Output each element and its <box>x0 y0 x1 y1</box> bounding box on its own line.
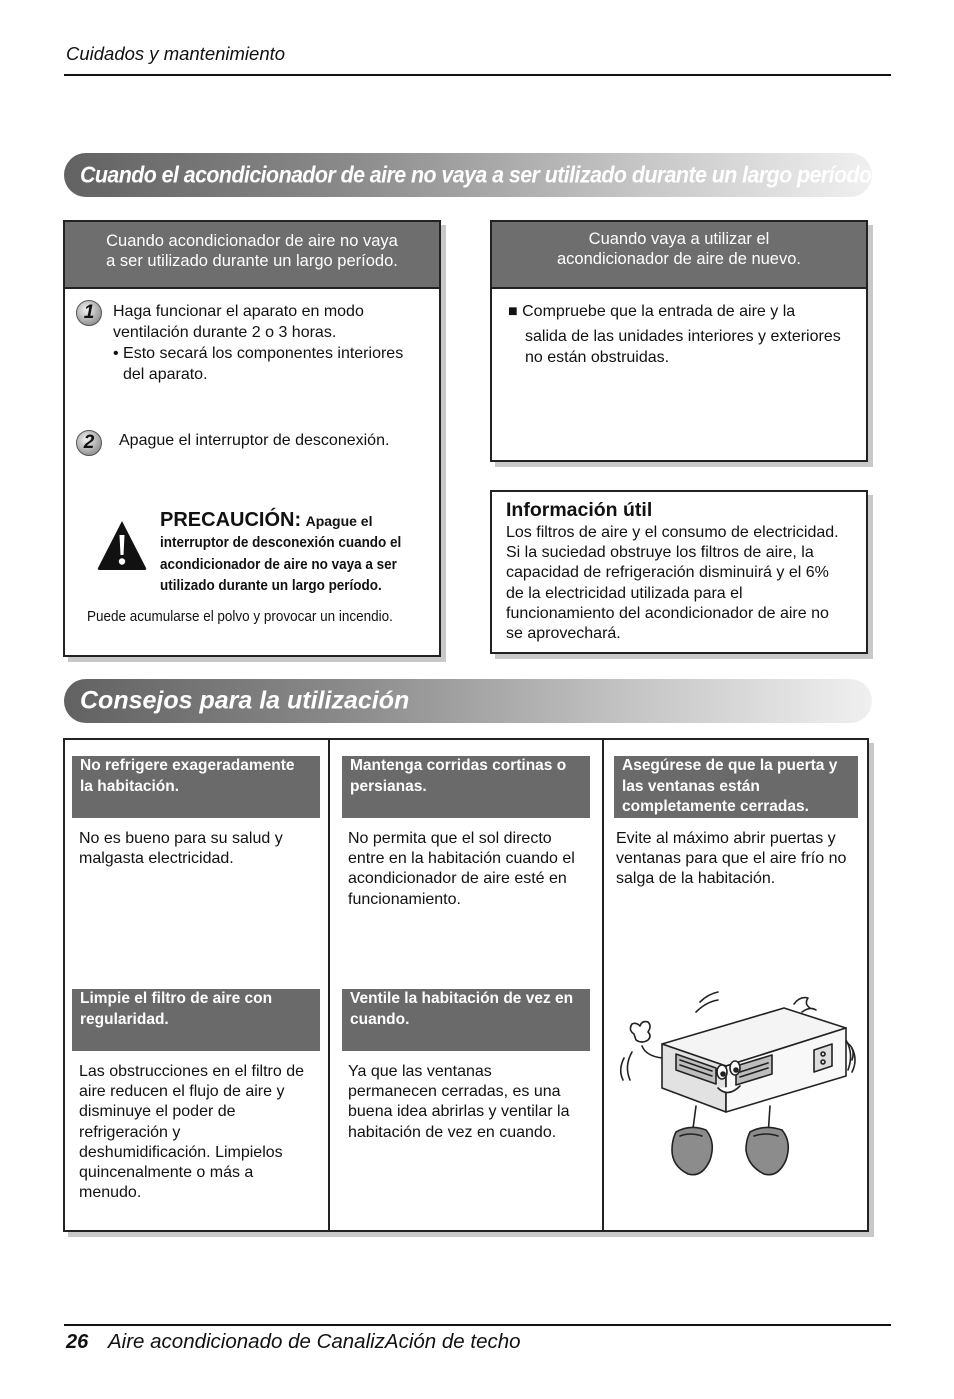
step-1-line2: ventilación durante 2 o 3 horas. <box>113 324 337 341</box>
tip-3-body-line: Evite al máximo abrir puertas y <box>616 830 836 847</box>
step-2-badge: 2 <box>76 430 102 456</box>
tip-3-heading-line: completamente cerradas. <box>622 798 809 815</box>
tip-4-body-line: refrigeración y <box>79 1123 181 1141</box>
step-1-line3: • Esto secará los componentes interiores <box>113 345 404 362</box>
tip-2-body-line: No permita que el sol directo <box>348 830 552 847</box>
tip-1-heading <box>72 756 320 818</box>
header-rule <box>64 74 891 76</box>
banner-tips-text: Consejos para la utilización <box>80 686 410 715</box>
tip-5-body-line: Ya que las ventanas <box>348 1063 492 1080</box>
tip-2-heading-line: Mantenga corridas cortinas o <box>350 757 567 774</box>
useful-info-line: Los filtros de aire y el consumo de electricidad. <box>506 524 839 541</box>
tips-divider-2 <box>602 740 604 1230</box>
tip-2-body <box>348 829 575 910</box>
tip-1-body-line: No es bueno para su salud y <box>79 830 283 847</box>
section-header-title: Cuidados y mantenimiento <box>66 43 286 64</box>
tip-2-body-line: acondicionador de aire esté en <box>348 870 567 888</box>
right-box-heading <box>492 222 866 289</box>
left-box-heading <box>65 222 439 289</box>
tip-3-body <box>616 829 846 890</box>
tip-1-heading-line: No refrigere exageradamente <box>80 757 295 774</box>
tip-5-body-line: permanecen cerradas, es una <box>348 1083 561 1101</box>
tip-4-heading-line: Limpie el filtro de aire con <box>80 990 273 1007</box>
right-info-box <box>490 220 868 462</box>
tip-2-body-line: entre en la habitación cuando el <box>348 850 575 868</box>
footer-rule <box>64 1324 891 1326</box>
caution-line3: acondicionador de aire no vaya a ser <box>160 556 397 573</box>
caution-inline-text: Apague el <box>305 513 373 529</box>
tip-1-body-line: malgasta electricidad. <box>79 850 234 868</box>
banner-long-period-text: Cuando el acondicionador de aire no vaya a ser utilizado durante un largo período. <box>80 161 877 188</box>
tip-4-body-line: quincenalmente o más a <box>79 1164 254 1182</box>
tip-4-body-line: aire reducen el flujo de aire y <box>79 1083 285 1101</box>
tip-4-heading-line: regularidad. <box>80 1010 169 1028</box>
useful-info-body <box>506 523 839 644</box>
tip-3-body-line: ventanas para que el aire frío no <box>616 850 847 868</box>
tip-1-body <box>79 829 283 869</box>
useful-info-line: funcionamiento del acondicionador de aire no <box>506 604 829 622</box>
left-box-heading-line2: a ser utilizado durante un largo período. <box>106 252 398 270</box>
tips-divider-1 <box>328 740 330 1230</box>
tip-5-heading-line: Ventile la habitación de vez en <box>350 990 574 1007</box>
step-1-text <box>113 301 403 385</box>
footer-title: Aire acondicionado de CanalizAción de techo <box>108 1330 521 1353</box>
caution-line4: utilizado durante un largo período. <box>160 578 382 594</box>
tip-5-body <box>348 1062 569 1143</box>
step-1-badge: 1 <box>76 300 102 326</box>
useful-info-line: se aprovechará. <box>506 625 621 643</box>
page-number: 26 <box>66 1331 89 1353</box>
useful-info-line: capacidad de refrigeración disminuirá y el 6% <box>506 564 829 582</box>
right-box-line1: ■ Compruebe que la entrada de aire y la <box>508 303 796 320</box>
tip-2-heading <box>342 756 590 818</box>
mascot-duct-unit-illustration <box>614 984 859 1189</box>
tip-3-heading <box>614 756 858 818</box>
step-1-line1: Haga funcionar el aparato en modo <box>113 303 364 320</box>
right-box-line3: no están obstruidas. <box>525 349 670 366</box>
tip-4-body-line: menudo. <box>79 1184 142 1202</box>
right-box-heading-line2: acondicionador de aire de nuevo. <box>556 250 801 268</box>
tips-grid <box>63 738 869 1232</box>
tip-3-heading-line: las ventanas están <box>622 777 760 795</box>
useful-info-line: de la electricidad utilizada para el <box>506 584 743 602</box>
useful-info-title: Información útil <box>506 499 653 521</box>
caution-line2: interruptor de desconexión cuando el <box>160 535 402 551</box>
tip-5-heading-line: cuando. <box>350 1010 410 1028</box>
tip-4-body-line: deshumidificación. Limpielos <box>79 1143 283 1161</box>
right-box-heading-line1: Cuando vaya a utilizar el <box>588 230 770 248</box>
useful-info-line: Si la suciedad obstruye los filtros de aire, la <box>506 544 814 562</box>
tip-5-heading <box>342 989 590 1051</box>
tip-2-heading-line: persianas. <box>350 777 427 795</box>
tip-5-body-line: habitación de vez en cuando. <box>348 1123 557 1141</box>
left-info-box <box>63 220 441 657</box>
warning-triangle-icon <box>95 518 149 572</box>
tip-4-body-line: disminuye el poder de <box>79 1103 236 1121</box>
tip-4-body-line: Las obstrucciones en el filtro de <box>79 1063 305 1080</box>
caution-block <box>160 509 435 598</box>
step-1-line4: del aparato. <box>123 366 208 383</box>
tip-3-heading-line: Asegúrese de que la puerta y <box>622 757 838 774</box>
banner-tips <box>64 679 872 723</box>
useful-info-box <box>490 490 868 654</box>
tip-2-body-line: funcionamiento. <box>348 890 461 908</box>
banner-long-period <box>64 153 877 197</box>
step-2-text: Apague el interruptor de desconexión. <box>119 432 390 449</box>
caution-label: PRECAUCIÓN: <box>160 509 302 531</box>
tip-1-heading-line: la habitación. <box>80 777 180 795</box>
tip-4-body <box>79 1062 304 1203</box>
tip-4-heading <box>72 989 320 1051</box>
caution-note: Puede acumularse el polvo y provocar un incendio. <box>87 609 393 625</box>
right-box-line2: salida de las unidades interiores y exteriores <box>525 328 841 345</box>
tip-3-body-line: salga de la habitación. <box>616 870 776 888</box>
left-box-heading-line1: Cuando acondicionador de aire no vaya <box>106 232 398 250</box>
tip-5-body-line: buena idea abrirlas y ventilar la <box>348 1103 570 1121</box>
